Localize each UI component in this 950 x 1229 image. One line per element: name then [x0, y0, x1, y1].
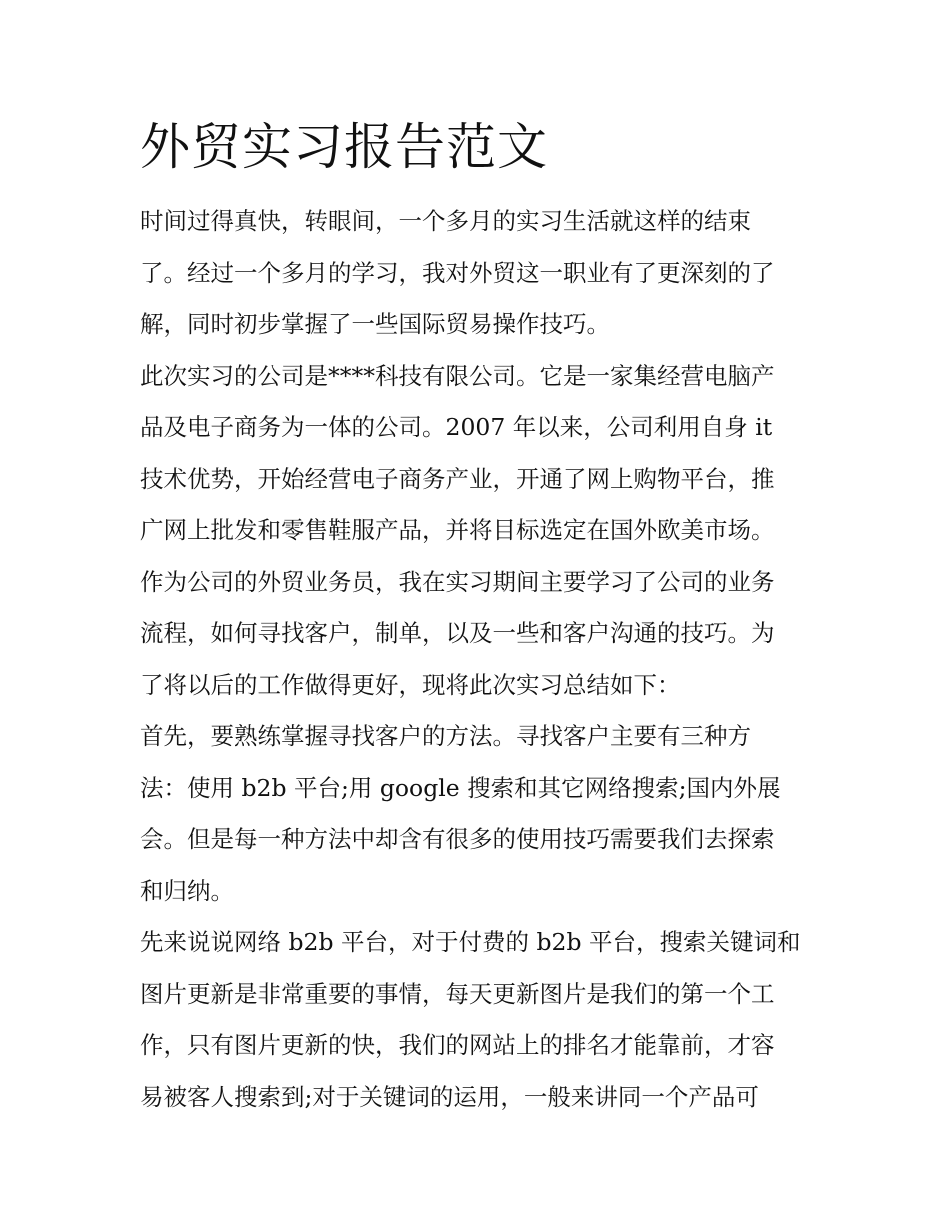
text-line: 品及电子商务为一体的公司。2007 年以来，公司利用自身 it — [140, 413, 773, 441]
text-line: 先来说说网络 b2b 平台，对于付费的 b2b 平台，搜索关键词和 — [140, 928, 801, 956]
text-line: 作为公司的外贸业务员，我在实习期间主要学习了公司的业务 — [140, 567, 775, 596]
text-line: 了将以后的工作做得更好，现将此次实习总结如下： — [140, 670, 681, 699]
text-line: 首先，要熟练掌握寻找客户的方法。寻找客户主要有三种方 — [140, 722, 751, 750]
text-line: 了。经过一个多月的学习，我对外贸这一职业有了更深刻的了 — [140, 258, 775, 287]
text-line: 流程，如何寻找客户，制单，以及一些和客户沟通的技巧。为 — [140, 619, 775, 647]
text-line: 作，只有图片更新的快，我们的网站上的排名才能靠前，才容 — [140, 1031, 775, 1059]
text-line: 法：使用 b2b 平台;用 google 搜索和其它网络搜索;国内外展 — [140, 773, 781, 802]
document-body — [140, 196, 820, 1123]
text-line: 技术优势，开始经营电子商务产业，开通了网上购物平台，推 — [140, 464, 775, 493]
text-line: 此次实习的公司是****科技有限公司。它是一家集经营电脑产 — [140, 361, 775, 390]
text-line: 广网上批发和零售鞋服产品，并将目标选定在国外欧美市场。 — [140, 516, 775, 544]
text-line: 图片更新是非常重要的事情，每天更新图片是我们的第一个工 — [140, 979, 775, 1008]
text-line: 易被客人搜索到;对于关键词的运用，一般来讲同一个产品可 — [140, 1082, 759, 1111]
document-title: 外贸实习报告范文 — [140, 118, 548, 176]
text-line: 和归纳。 — [140, 876, 234, 905]
text-line: 解，同时初步掌握了一些国际贸易操作技巧。 — [140, 310, 610, 338]
text-line: 时间过得真快，转眼间，一个多月的实习生活就这样的结束 — [140, 207, 751, 235]
text-line: 会。但是每一种方法中却含有很多的使用技巧需要我们去探索 — [140, 825, 775, 853]
